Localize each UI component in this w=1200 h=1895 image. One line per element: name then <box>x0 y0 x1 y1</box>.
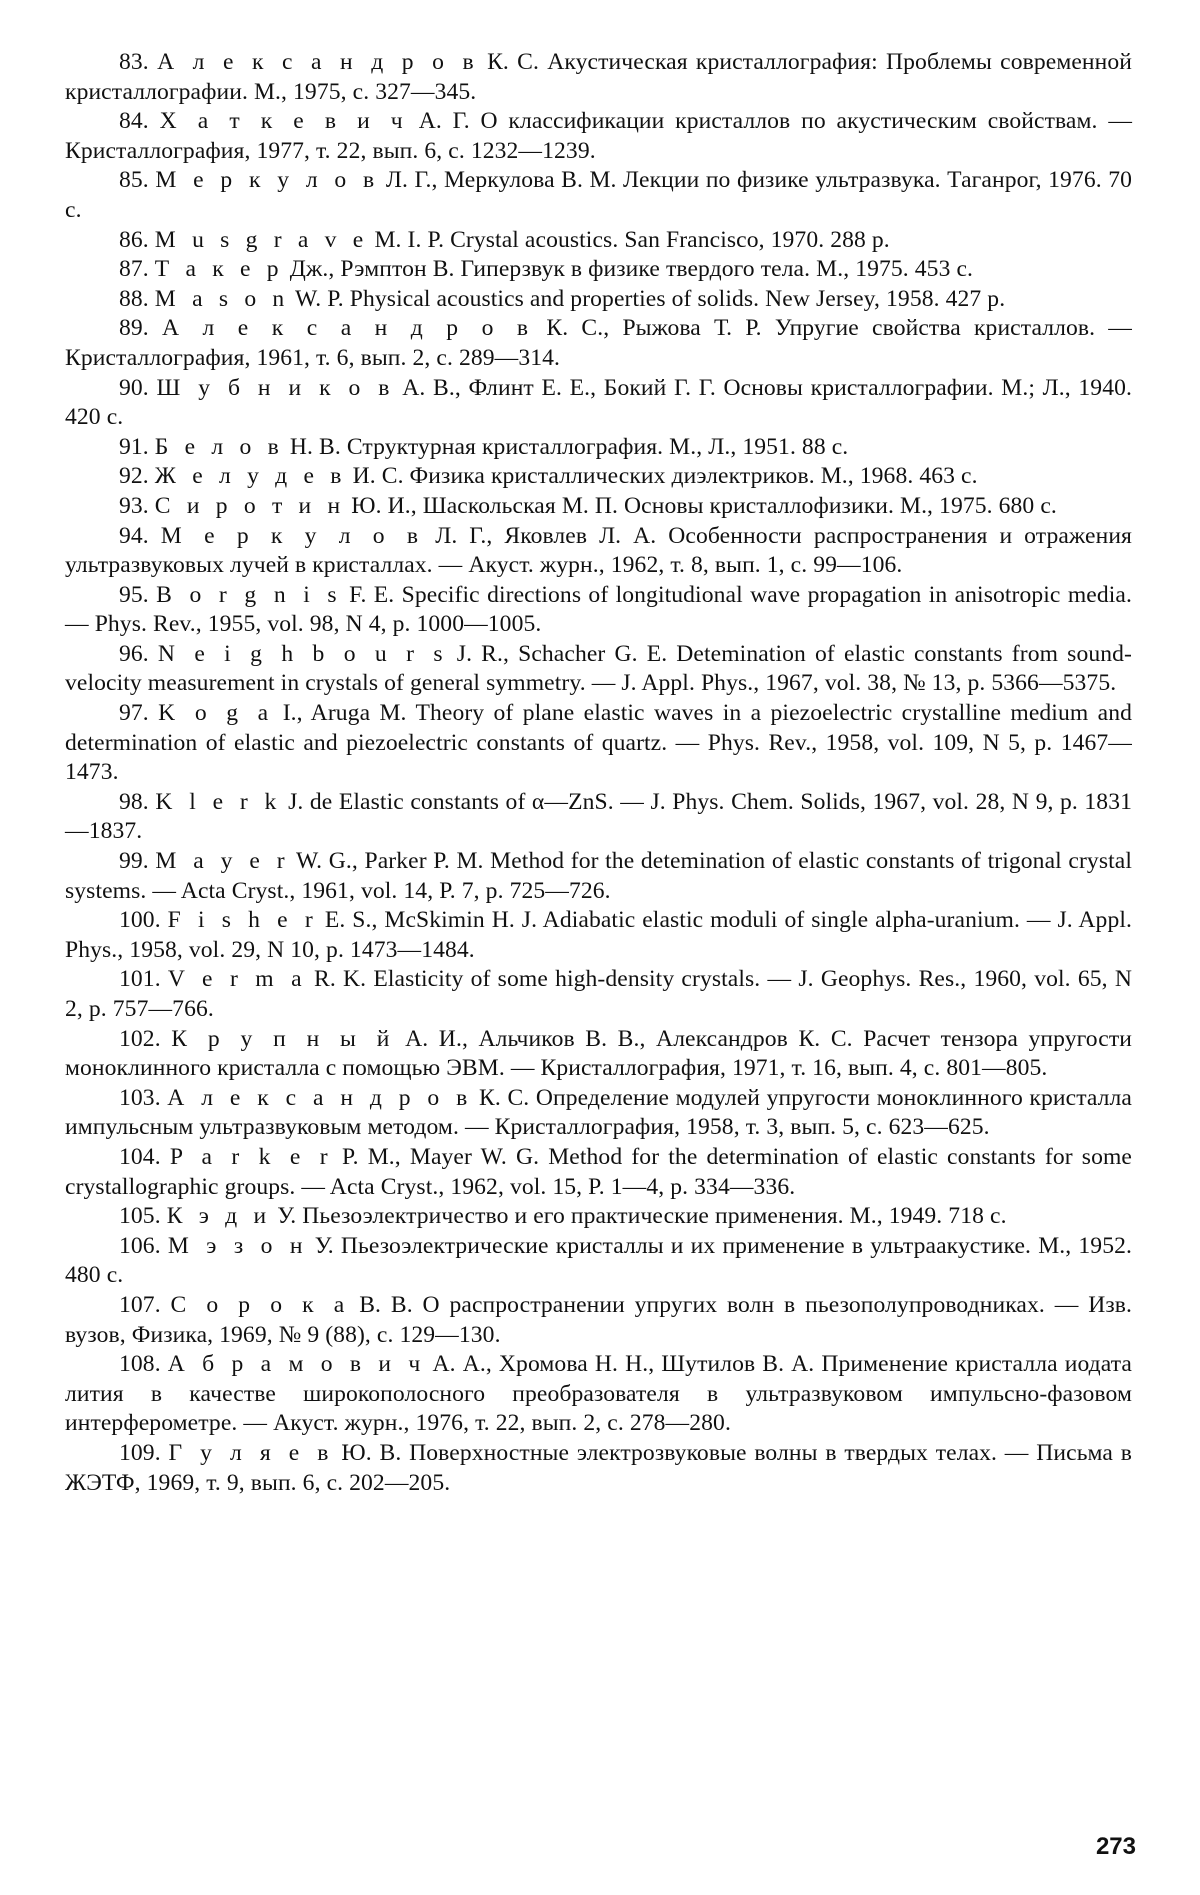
reference-author: N e i g h b o u r s <box>157 640 448 667</box>
reference-author: M u s g r a v e <box>154 226 369 253</box>
reference-text: К. С., Рыжова Т. Р. Упругие свойства кристаллов. — Кристаллография, 1961, т. 6, вып. 2, с. 289—314. <box>65 315 1133 371</box>
reference-author: М е р к у л о в <box>155 167 380 194</box>
reference-entry <box>65 1084 1132 1143</box>
reference-text: M. I. P. Crystal acoustics. San Francisco, 1970. 288 p. <box>368 226 890 253</box>
reference-author: Ж е л у д е в <box>154 463 347 490</box>
reference-entry <box>65 255 1132 285</box>
reference-entry <box>65 1025 1132 1084</box>
reference-author: V e r m a <box>167 966 307 993</box>
reference-text: В. В. О распространении упругих волн в пьезополупроводниках. — Изв. вузов, Физика, 1969, № 9 (88), с. 129—130. <box>65 1291 1132 1348</box>
reference-number: 103. <box>119 1084 161 1111</box>
reference-text: E. S., McSkimin H. J. Adiabatic elastic moduli of single alpha-uranium. — J. Appl. Phys., 1958, vol. 29, N 10, p. 1473—1484. <box>65 907 1132 963</box>
reference-author: М е р к у л о в <box>160 522 424 549</box>
reference-author: М э з о н <box>167 1232 308 1259</box>
reference-text: Ю. В. Поверхностные электрозвуковые волны в твердых телах. — Письма в ЖЭТФ, 1969, т. 9, вып. 6, с. 202—205. <box>65 1439 1132 1496</box>
reference-text: К. С. Акустическая кристаллография: Проблемы современной кристаллографии. М., 1975, с. 327—345. <box>65 49 1133 105</box>
reference-number: 85. <box>119 167 149 194</box>
reference-text: А. А., Хромова Н. Н., Шутилов В. А. Применение кристалла иодата лития в качестве широкополосного преобразователя в ультразвуковом импульсно-фазовом интерферометре. — Акуст. журн., 1976, т. 22, вып. 2, с. 278—280. <box>65 1351 1132 1437</box>
reference-number: 106. <box>119 1232 161 1259</box>
reference-author: K o g a <box>158 700 274 727</box>
reference-entry <box>65 522 1132 581</box>
reference-text: Н. В. Структурная кристаллография. М., Л., 1951. 88 с. <box>283 433 849 460</box>
reference-number: 98. <box>119 788 149 815</box>
reference-text: Дж., Рэмптон В. Гиперзвук в физике твердого тела. М., 1975. 453 с. <box>283 256 974 283</box>
reference-entry <box>65 374 1132 433</box>
page-number: 273 <box>1095 1833 1136 1860</box>
reference-entry <box>65 226 1132 256</box>
reference-number: 91. <box>119 433 149 460</box>
reference-entry <box>65 492 1132 522</box>
reference-entry <box>65 48 1132 107</box>
reference-author: А б р а м о в и ч <box>167 1351 426 1378</box>
reference-text: Ю. И., Шаскольская М. П. Основы кристаллофизики. М., 1975. 680 с. <box>345 492 1057 519</box>
reference-author: M a s o n <box>154 285 290 312</box>
reference-text: R. K. Elasticity of some high-density crystals. — J. Geophys. Res., 1960, vol. 65, N 2, p. 757—766. <box>65 966 1132 1022</box>
reference-number: 88. <box>119 285 149 312</box>
reference-number: 90. <box>119 374 149 401</box>
reference-number: 96. <box>119 640 149 667</box>
reference-entry <box>65 314 1132 373</box>
reference-number: 102. <box>119 1025 161 1052</box>
reference-text: W. G., Parker P. M. Method for the detemination of elastic constants of trigonal crystal systems. — Acta Cryst., 1961, vol. 14, P. 7, p. 725—726. <box>65 848 1132 904</box>
reference-entry <box>65 788 1132 847</box>
reference-number: 86. <box>119 226 149 253</box>
reference-number: 101. <box>119 966 161 993</box>
reference-number: 109. <box>119 1439 161 1466</box>
reference-entry <box>65 640 1132 699</box>
reference-entry <box>65 1202 1132 1232</box>
reference-author: Х а т к е в и ч <box>159 108 408 135</box>
reference-author: Ш у б н и к о в <box>156 374 395 401</box>
reference-text: А. В., Флинт Е. Е., Бокий Г. Г. Основы кристаллографии. М.; Л., 1940. 420 с. <box>65 374 1132 431</box>
reference-text: А. Г. О классификации кристаллов по акустическим свойствам. — Кристаллография, 1977, т. 22, вып. 6, с. 1232—1239. <box>65 108 1133 164</box>
reference-number: 107. <box>119 1291 161 1318</box>
reference-author: К р у п н ы й <box>171 1025 395 1052</box>
reference-text: И. С. Физика кристаллических диэлектриков. М., 1968. 463 с. <box>346 463 978 490</box>
reference-number: 89. <box>119 315 149 342</box>
reference-text: I., Aruga M. Theory of plane elastic waves in a piezoelectric crystalline medium and determination of elastic and piezoelectric constants of quartz. — Phys. Rev., 1958, vol. 109, N 5, p. 1467—1473. <box>65 700 1133 786</box>
reference-number: 84. <box>119 108 149 135</box>
reference-text: У. Пьезоэлектричество и его практические применения. М., 1949. 718 с. <box>271 1203 1007 1230</box>
reference-number: 94. <box>119 522 149 549</box>
reference-number: 108. <box>119 1351 161 1378</box>
reference-author: Г у л я е в <box>168 1439 334 1466</box>
reference-entry <box>65 581 1132 640</box>
reference-entry <box>65 847 1132 906</box>
reference-number: 92. <box>119 463 149 490</box>
reference-author: А л е к с а н д р о в <box>157 49 479 75</box>
reference-number: 105. <box>119 1203 161 1230</box>
reference-text: Л. Г., Меркулова В. М. Лекции по физике ультразвука. Таганрог, 1976. 70 с. <box>65 167 1133 223</box>
reference-text: А. И., Альчиков В. В., Александров К. С. Расчет тензора упругости моноклинного кристалла с помощью ЭВМ. — Кристаллография, 1971, т. 16, вып. 4, с. 801—805. <box>65 1025 1132 1082</box>
reference-text: J. R., Schacher G. E. Detemination of elastic constants from sound-velocity measurement in crystals of general symmetry. — J. Appl. Phys., 1967, vol. 38, № 13, p. 5366—5375. <box>65 640 1132 697</box>
reference-entry <box>65 1350 1132 1439</box>
reference-author: А л е к с а н д р о в <box>162 315 534 342</box>
reference-text: W. P. Physical acoustics and properties of solids. New Jersey, 1958. 427 p. <box>289 285 1006 312</box>
reference-text: J. de Elastic constants of α—ZnS. — J. Phys. Chem. Solids, 1967, vol. 28, N 9, p. 1831—1837. <box>65 788 1132 845</box>
reference-entry <box>65 285 1132 315</box>
reference-number: 97. <box>119 700 149 727</box>
reference-author: С о р о к а <box>170 1291 350 1318</box>
reference-author: Б е л о в <box>154 433 284 460</box>
reference-entry <box>65 462 1132 492</box>
reference-text: К. С. Определение модулей упругости моноклинного кристалла импульсным ультразвуковым методом. — Кристаллография, 1958, т. 3, вып. 5, с. 623—625. <box>65 1084 1132 1141</box>
reference-author: M a y e r <box>155 848 290 875</box>
reference-entry <box>65 1439 1132 1498</box>
reference-number: 104. <box>119 1143 161 1170</box>
reference-number: 99. <box>119 848 149 875</box>
reference-entry <box>65 1143 1132 1202</box>
reference-entry <box>65 1291 1132 1350</box>
reference-text: F. E. Specific directions of longitudional wave propagation in anisotropic media. — Phys. Rev., 1955, vol. 98, N 4, p. 1000—1005. <box>65 581 1132 638</box>
reference-author: Т а к е р <box>154 256 284 283</box>
reference-entry <box>65 965 1132 1024</box>
reference-entry <box>65 166 1132 225</box>
reference-entry <box>65 107 1132 166</box>
reference-author: К э д и <box>166 1203 272 1230</box>
reference-author: С и р о т и н <box>154 492 346 519</box>
reference-author: А л е к с а н д р о в <box>167 1084 473 1111</box>
reference-entry <box>65 433 1132 463</box>
reference-entry <box>65 1232 1132 1291</box>
reference-number: 87. <box>119 256 149 283</box>
reference-author: B o r g n i s <box>156 581 342 608</box>
reference-entry <box>65 699 1132 788</box>
reference-number: 100. <box>119 907 161 934</box>
reference-text: У. Пьезоэлектрические кристаллы и их применение в ультраакустике. М., 1952. 480 с. <box>65 1232 1132 1289</box>
reference-number: 95. <box>119 581 149 608</box>
reference-entry <box>65 906 1132 965</box>
reference-text: P. M., Mayer W. G. Method for the determination of elastic constants for some crystallographic groups. — Acta Cryst., 1962, vol. 15, P. 1—4, p. 334—336. <box>65 1143 1132 1200</box>
reference-text: Л. Г., Яковлев Л. А. Особенности распространения и отражения ультразвуковых лучей в кристаллах. — Акуст. журн., 1962, т. 8, вып. 1, с. 99—106. <box>65 522 1133 579</box>
reference-number: 83. <box>119 49 149 75</box>
reference-author: K l e r k <box>155 788 282 815</box>
reference-list <box>65 48 1132 1498</box>
reference-author: F i s h e r <box>167 907 318 934</box>
reference-author: P a r k e r <box>169 1143 333 1170</box>
reference-number: 93. <box>119 492 149 519</box>
